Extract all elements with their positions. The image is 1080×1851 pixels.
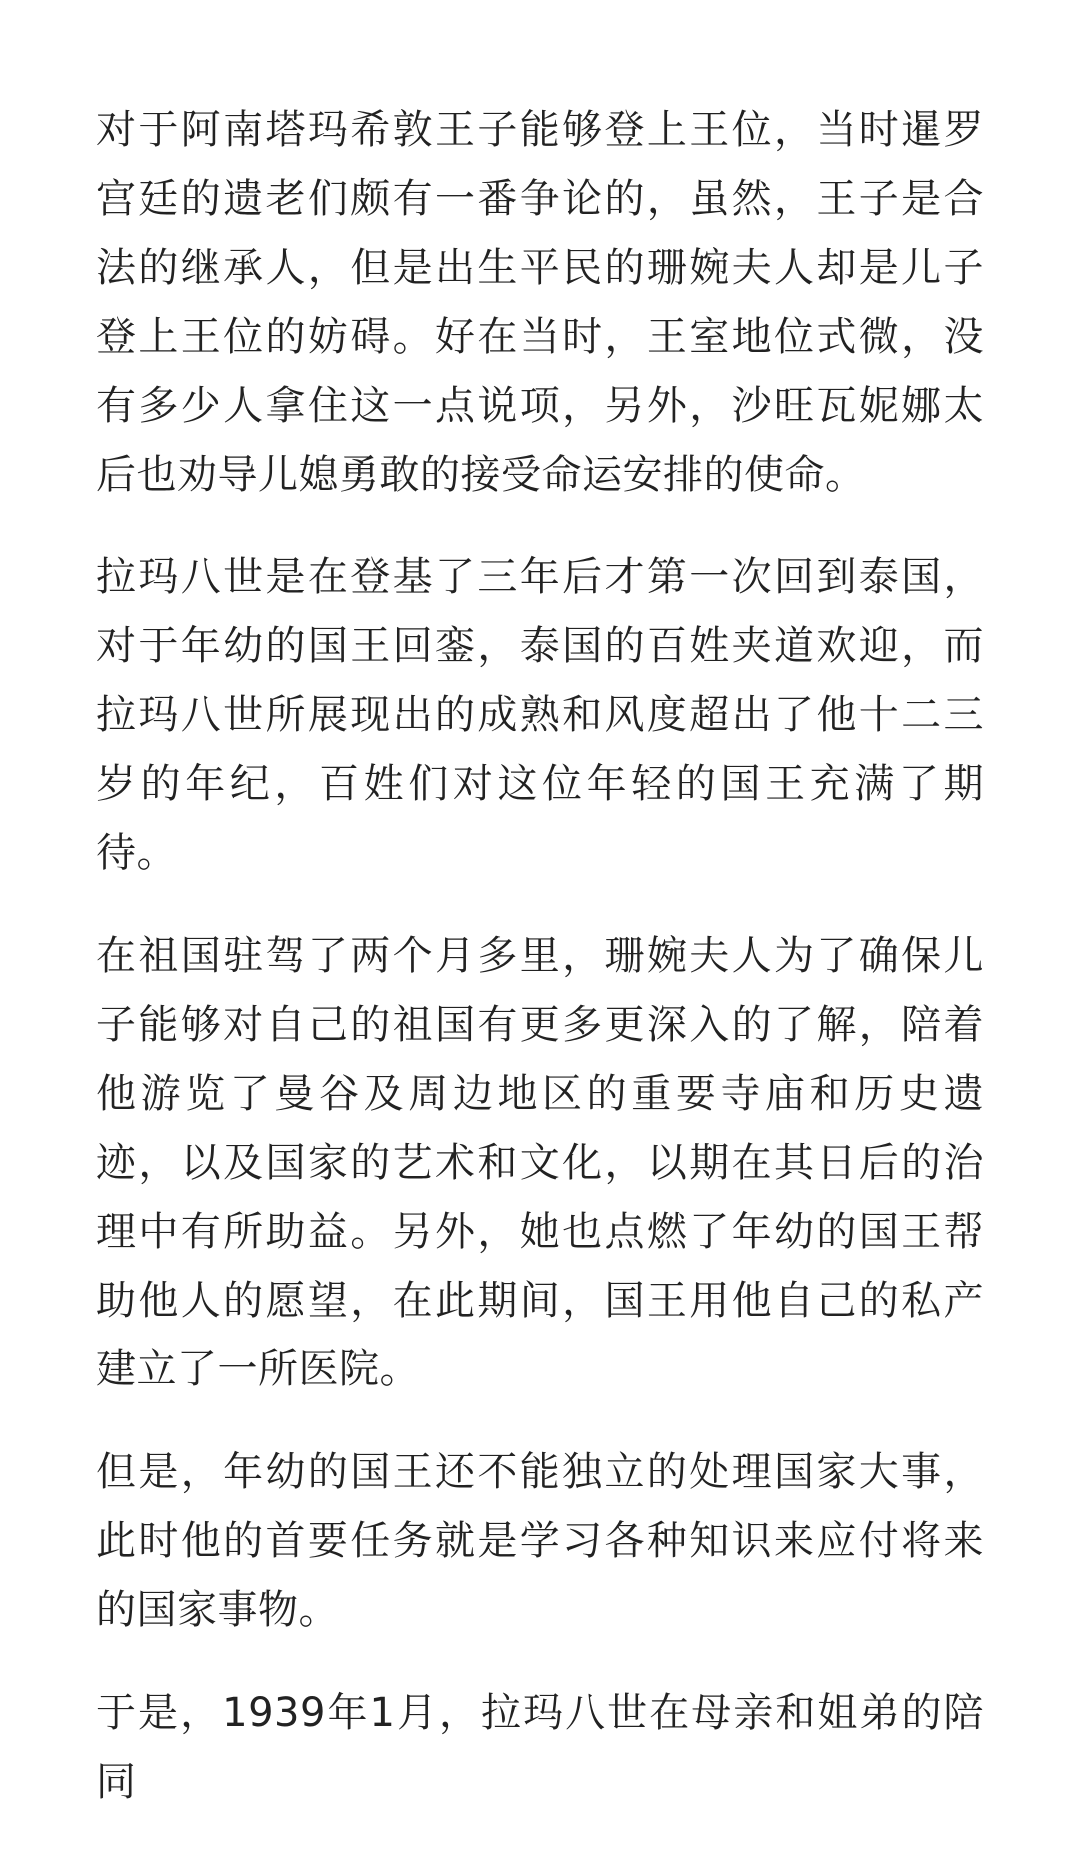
article-body: [96, 96, 984, 1851]
paragraph-4: 但是，年幼的国王还不能独立的处理国家大事，此时他的首要任务就是学习各种知识来应付将来的国家事物。: [96, 1449, 984, 1634]
paragraph-1: 对于阿南塔玛希敦王子能够登上王位，当时暹罗宫廷的遗老们颇有一番争论的，虽然，王子是合法的继承人，但是出生平民的珊婉夫人却是儿子登上王位的妨碍。好在当时，王室地位式微，没有多少人拿住这一点说项，另外，沙旺瓦妮娜太后也劝导儿媳勇敢的接受命运安排的使命。: [96, 107, 984, 498]
paragraph-2: 拉玛八世是在登基了三年后才第一次回到泰国，对于年幼的国王回銮，泰国的百姓夹道欢迎，而拉玛八世所展现出的成熟和风度超出了他十二三岁的年纪，百姓们对这位年轻的国王充满了期待。: [96, 554, 984, 877]
paragraph-3: 在祖国驻驾了两个月多里，珊婉夫人为了确保儿子能够对自己的祖国有更多更深入的了解，陪着他游览了曼谷及周边地区的重要寺庙和历史遗迹，以及国家的艺术和文化，以期在其日后的治理中有所助益。另外，她也点燃了年幼的国王帮助他人的愿望，在此期间，国王用他自己的私产建立了一所医院。: [96, 932, 984, 1393]
paragraph-5: 于是，1939年1月，拉玛八世在母亲和姐弟的陪同: [96, 1690, 984, 1805]
